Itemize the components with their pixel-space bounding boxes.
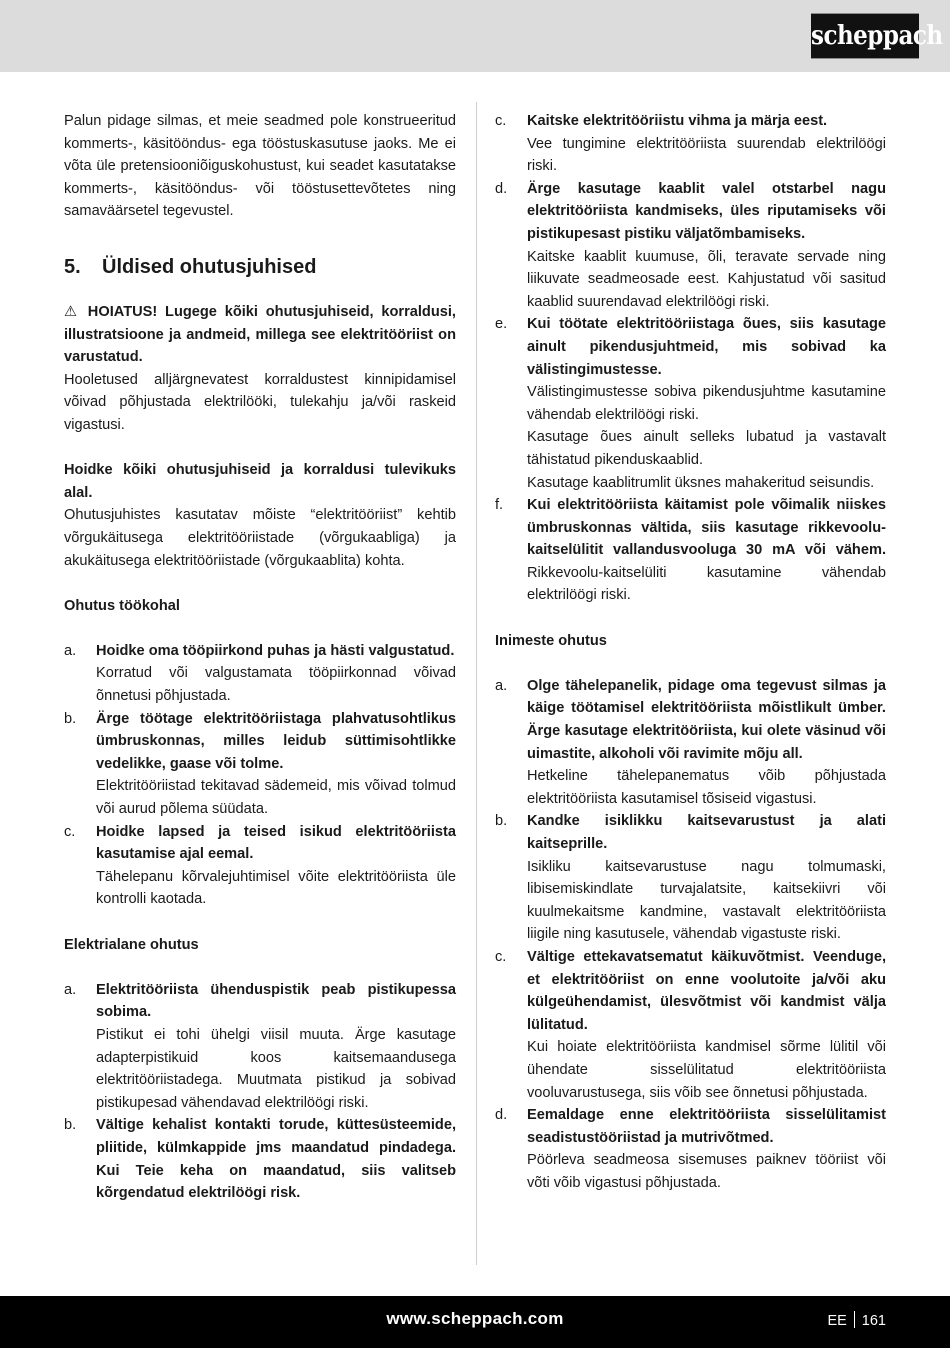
- item-bold: Kandke isiklikku kaitsevarustust ja alati kaitseprille.: [527, 813, 886, 852]
- website-url: www.scheppach.com: [386, 1309, 564, 1328]
- keep-instructions-text: Ohutusjuhistes kasutatav mõiste “elektritööriist” kehtib võrgukäitusega elektritööriistade (võrgukaabliga) ja akukäitusega elektritööriistade (võrgukaablita) kohta.: [64, 507, 456, 569]
- list-item: [495, 675, 886, 811]
- list-item: [64, 1114, 456, 1204]
- item-text: Kasutage õues ainult selleks lubatud ja vastavalt tähistatud pikenduskaablid.: [527, 429, 886, 468]
- item-text: Kaitske kaablit kuumuse, õli, teravate servade ning liikuvate seadmeosade eest. Kahjustatud või sasitud kaablid suurendavad elektrilöögi riski.: [527, 248, 886, 310]
- item-bold: Kui elektritööriista käitamist pole võimalik niiskes ümbruskonnas vältida, siis kasutage rikkevoolu-kaitselülitit vallandusvooluga 30 mA või vähem.: [527, 497, 886, 559]
- section-number: 5.: [64, 255, 81, 278]
- list-item: [495, 946, 886, 1104]
- item-text: Isikliku kaitsevarustuse nagu tolmumaski, libisemiskindlate turvajalatsite, kaitsekiivri või kuulmekaitsme kandmine, vastavalt elektritööriista liigile ning kasutusele, vähendab vigastuste riski.: [527, 858, 886, 943]
- item-text: Välistingimustesse sobiva pikendusjuhtme kasutamine vähendab elektrilöögi riski.: [527, 384, 886, 423]
- item-marker: c.: [495, 113, 507, 129]
- item-bold: Eemaldage enne elektritööriista sisselülitamist seadistustööriistad ja mutrivõtmed.: [527, 1107, 886, 1146]
- warning-triangle-icon: ⚠: [64, 303, 78, 320]
- warning-statement: [64, 301, 456, 369]
- item-bold: Vältige kehalist kontakti torude, küttesüsteemide, pliitide, külmkappide jms maandatud pindadega. Kui Teie keha on maandatud, siis valitseb kõrgendatud elektrilöögi risk.: [96, 1117, 456, 1202]
- item-marker: c.: [64, 823, 76, 840]
- item-marker: d.: [495, 180, 508, 197]
- left-column: [64, 110, 456, 1205]
- electrical-heading: Elektrialane ohutus: [64, 936, 199, 953]
- list-item: [495, 313, 886, 494]
- item-marker: b.: [495, 813, 508, 830]
- item-bold: Ärge töötage elektritööriistaga plahvatusohtlikus ümbruskonnas, milles leidub süttimisohtlikke vedelikke, gaase või tolme.: [96, 710, 456, 772]
- intro-paragraph: Palun pidage silmas, et meie seadmed pole konstrueeritud kommerts-, käsitööndus- ega tööstuskasutuse jaoks. Me ei võta üle pretensiooniõiguskohustust, kui seadet kasutatakse kommerts-, käsitööndus- või tööstusettevõtetes ning samaväärsetel tegevustel.: [64, 113, 456, 220]
- item-bold: Elektritööriista ühenduspistik peab pistikupessa sobima.: [96, 981, 456, 1021]
- item-text: Vee tungimine elektritööriista suurendab elektrilöögi riski.: [527, 135, 886, 175]
- item-text: Tähelepanu kõrvalejuhtimisel võite elektritööriista üle kontrolli kaotada.: [96, 868, 456, 908]
- warning-text: Hooletused alljärgnevatest korraldustest kinnipidamisel võivad põhjustada elektrilööki, tulekahju ja/või raskeid vigastusi.: [64, 371, 456, 433]
- item-marker: a.: [64, 642, 77, 659]
- item-bold: Kui töötate elektritööriistaga õues, siis kasutage ainult pikendusjuhtmeid, mis sobivad ka välistingimustesse.: [527, 316, 886, 378]
- footer-band: [0, 1296, 950, 1348]
- list-item: [495, 110, 886, 178]
- list-item: [495, 1104, 886, 1194]
- personal-heading: Inimeste ohutus: [495, 632, 607, 649]
- list-item: [495, 494, 886, 607]
- item-marker: f.: [495, 497, 504, 514]
- item-text: Pöörleva seadmeosa sisemuses paiknev tööriist või võti võib vigastusi põhjustada.: [527, 1152, 886, 1191]
- item-marker: d.: [495, 1107, 508, 1124]
- item-bold: Kaitske elektritööriistu vihma ja märja eest.: [527, 113, 828, 129]
- list-item: [495, 810, 886, 946]
- workplace-heading: Ohutus töökohal: [64, 597, 180, 614]
- item-mixed: [527, 494, 886, 607]
- list-item: [64, 708, 456, 821]
- column-divider: [476, 102, 477, 1265]
- language-code: EE: [827, 1313, 847, 1329]
- item-bold: Hoidke lapsed ja teised isikud elektritööriista kasutamise ajal eemal.: [96, 823, 456, 863]
- section-heading: [64, 254, 456, 280]
- warning-bold-text: HOIATUS! Lugege kõiki ohutusjuhiseid, korraldusi, illustratsioone ja andmeid, millega see elektritööriist on varustatud.: [64, 303, 456, 366]
- page-number: 161: [861, 1313, 886, 1329]
- keep-instructions-bold: Hoidke kõiki ohutusjuhiseid ja korraldusi tulevikuks alal.: [64, 462, 456, 501]
- list-item: [64, 979, 456, 1115]
- item-marker: a.: [64, 981, 77, 998]
- item-bold: Hoidke oma tööpiirkond puhas ja hästi valgustatud.: [96, 642, 455, 659]
- section-title: Üldised ohutusjuhised: [102, 255, 317, 278]
- item-marker: c.: [495, 948, 507, 965]
- item-text: Korratud või valgustamata tööpiirkonnad võivad õnnetusi põhjustada.: [96, 665, 456, 705]
- right-column: [495, 110, 886, 1195]
- item-text: Kasutage kaablitrumlit üksnes mahakeritud seisundis.: [527, 474, 875, 491]
- item-marker: a.: [495, 677, 508, 694]
- item-bold: Ärge kasutage kaablit valel otstarbel nagu elektritööriista kandmiseks, üles riputamiseks või pistikupesast pistiku väljatõmbamiseks.: [527, 180, 886, 242]
- page-indicator: [827, 1311, 886, 1329]
- item-marker: b.: [64, 1117, 77, 1134]
- item-bold: Olge tähelepanelik, pidage oma tegevust silmas ja käige töötamisel elektritööriista mõistlikult ümber. Ärge kasutage elektritööriista, kui olete väsinud või uimastite, alkoholi või ravimite mõju all.: [527, 677, 886, 762]
- header-band: [0, 0, 950, 72]
- item-marker: b.: [64, 710, 77, 727]
- item-inline-text: Rikkevoolu-kaitselüliti kasutamine vähendab elektrilöögi riski.: [527, 564, 886, 604]
- item-text: Kui hoiate elektritööriista kandmisel sõrme lülitil või ühendate sisselülitatud elektritööriista vooluvarustusega, siis võib see õnnetusi põhjustada.: [527, 1039, 886, 1101]
- list-item: [64, 640, 456, 708]
- item-text: Pistikut ei tohi ühelgi viisil muuta. Ärge kasutage adapterpistikuid koos kaitsemaandusega elektritööriistadega. Muutmata pistikud ja sobivad pistikupesad vähendavad elektrilöögi riski.: [96, 1026, 456, 1111]
- list-item: [495, 178, 886, 314]
- item-text: Hetkeline tähelepanematus võib põhjustada elektritööriista kasutamisel tõsiseid vigastusi.: [527, 768, 886, 807]
- page-separator: [854, 1311, 855, 1328]
- list-item: [64, 821, 456, 911]
- item-marker: e.: [495, 316, 508, 333]
- brand-logo: scheppach: [811, 14, 919, 59]
- item-bold: Vältige ettekavatsematut käikuvõtmist. Veenduge, et elektritööriist on enne voolutoite ja/või aku külgeühendamist, ülesvõtmist või kandmist välja lülitatud.: [527, 948, 886, 1033]
- item-text: Elektritööriistad tekitavad sädemeid, mis võivad tolmud või aurud põlema süüdata.: [96, 778, 456, 818]
